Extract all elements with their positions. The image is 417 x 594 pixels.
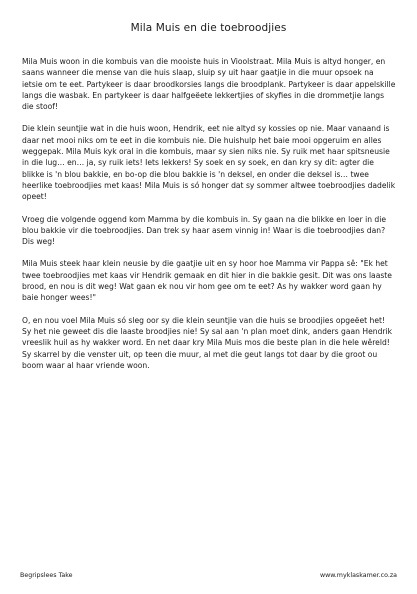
story-paragraph-1: Mila Muis woon in die kombuis van die mooiste huis in Vioolstraat. Mila Muis is altyd honger, en saans wanneer die mense van die huis slaap, sluip sy uit haar gaatjie in die muur opsoek na ietsie om te eet. Partykeer is daar broodkorsies langs die broodplank. Partykeer is daar appelskille langs die wasbak. En partykeer is daar halfgeëete lekkertjies of skyfies in die drommetjie langs die stoof! — [22, 57, 396, 112]
story-body — [22, 56, 396, 382]
story-paragraph-4: Mila Muis steek haar klein neusie by die gaatjie uit en sy hoor hoe Mamma vir Pappa sê: "Ek het twee toebroodjies met kaas vir Hendrik gemaak en dit hier in die bakkie gesit. Dit was ons laaste brood, en nou is dit weg! Wat gaan ek nou vir hom gee om te eet? As hy wakker word gaan hy baie honger wees!" — [22, 259, 392, 303]
page-footer — [20, 572, 397, 579]
story-paragraph-2: Die klein seuntjie wat in die huis woon, Hendrik, eet nie altyd sy kossies op nie. Maar vanaand is daar net mooi niks om te eet in die kombuis nie. Die huishulp het baie mooi opgeruim en alles weggepak. Mila Muis kyk oral in die kombuis, maar sy sien niks nie. Sy ruik met haar spitsneusie in die lug… en… ja, sy ruik iets! Iets lekkers! Sy soek en sy soek, en dan kry sy dit: agter die blikke is 'n blou bakkie, en bo-op die blou bakkie is 'n deksel, en onder die deksel is… twee heerlike toebroodjies met kaas! Mila Muis is só honger dat sy sommer altwee toebroodjies dadelik opeet! — [22, 124, 396, 202]
story-paragraph-5: O, en nou voel Mila Muis só sleg oor sy die klein seuntjie van die huis se broodjies opgeëet het! Sy het nie geweet dis die laaste broodjies nie! Sy sal aan 'n plan moet dink, anders gaan Hendrik vreeslik huil as hy wakker word. En net daar kry Mila Muis mos die beste plan in die hele wêreld! Sy skarrel by die venster uit, op teen die muur, al met die geut langs tot daar by die groot ou boom waar al haar vriende woon. — [22, 315, 393, 370]
page-title: Mila Muis en die toebroodjies — [130, 22, 287, 34]
footer-left-label: Begripslees Take — [20, 572, 73, 579]
story-paragraph-3: Vroeg die volgende oggend kom Mamma by die kombuis in. Sy gaan na die blikke en loer in die blou bakkie vir die toebroodjies. Dan trek sy haar asem vinnig in! Waar is die toebroodjies dan? Dis weg! — [22, 214, 387, 247]
footer-website: www.myklaskamer.co.za — [319, 572, 397, 579]
